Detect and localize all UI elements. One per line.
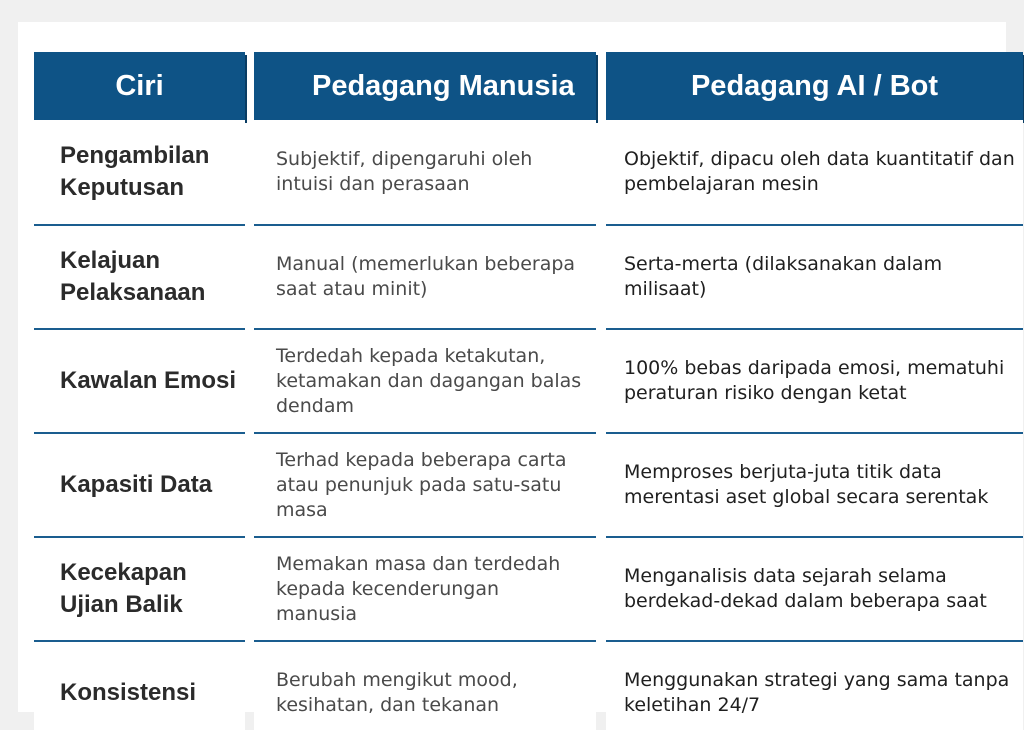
cell-feature: [34, 536, 245, 640]
cell-text: Manual (memerlukan beberapa saat atau minit): [276, 253, 576, 300]
cell-human: [254, 432, 596, 536]
cell-text: Berubah mengikut mood, kesihatan, dan tekanan: [276, 669, 518, 716]
cell-feature: [34, 640, 245, 730]
cell-text: Objektif, dipacu oleh data kuantitatif dan pembelajaran mesin: [624, 148, 1015, 195]
cell-text: Terhad kepada beberapa carta atau penunjuk pada satu-satu masa: [276, 448, 567, 521]
cell-text: Subjektif, dipengaruhi oleh intuisi dan perasaan: [276, 148, 533, 195]
cell-text: Menganalisis data sejarah selama berdekad-dekad dalam beberapa saat: [624, 565, 987, 612]
cell-text: Konsistensi: [60, 679, 197, 706]
cell-text: Kawalan Emosi: [60, 367, 237, 394]
cell-human: [254, 640, 596, 730]
cell-ai: [606, 224, 1023, 328]
cell-feature: [34, 120, 245, 224]
cell-text: Memakan masa dan terdedah kepada kecenderungan manusia: [276, 552, 561, 625]
column-feature: [34, 52, 245, 706]
cell-ai: [606, 536, 1023, 640]
column-human: [254, 52, 596, 716]
cell-human: [254, 328, 596, 432]
cell-ai: [606, 120, 1023, 224]
cell-text: Terdedah kepada ketakutan, ketamakan dan dagangan balas dendam: [276, 344, 582, 417]
cell-text: Kapasiti Data: [60, 471, 213, 498]
header-feature: Ciri: [34, 52, 245, 120]
cell-feature: [34, 224, 245, 328]
cell-text: Kecekapan Ujian Balik: [60, 559, 187, 618]
cell-text: Menggunakan strategi yang sama tanpa keletihan 24/7: [624, 669, 1010, 716]
cell-human: [254, 224, 596, 328]
header-human: Pedagang Manusia: [254, 52, 596, 120]
cell-ai: [606, 640, 1023, 730]
column-ai: [606, 52, 1023, 716]
cell-human: [254, 120, 596, 224]
cell-text: 100% bebas daripada emosi, mematuhi peraturan risiko dengan ketat: [624, 357, 1005, 404]
cell-feature: [34, 432, 245, 536]
header-ai: Pedagang AI / Bot: [606, 52, 1023, 120]
cell-text: Kelajuan Pelaksanaan: [60, 247, 206, 306]
cell-feature: [34, 328, 245, 432]
cell-human: [254, 536, 596, 640]
cell-text: Serta-merta (dilaksanakan dalam milisaat): [624, 253, 943, 300]
comparison-table: [18, 22, 1015, 716]
cell-ai: [606, 432, 1023, 536]
cell-text: Memproses berjuta-juta titik data merentasi aset global secara serentak: [624, 461, 989, 508]
cell-ai: [606, 328, 1023, 432]
cell-text: Pengambilan Keputusan: [60, 142, 210, 201]
